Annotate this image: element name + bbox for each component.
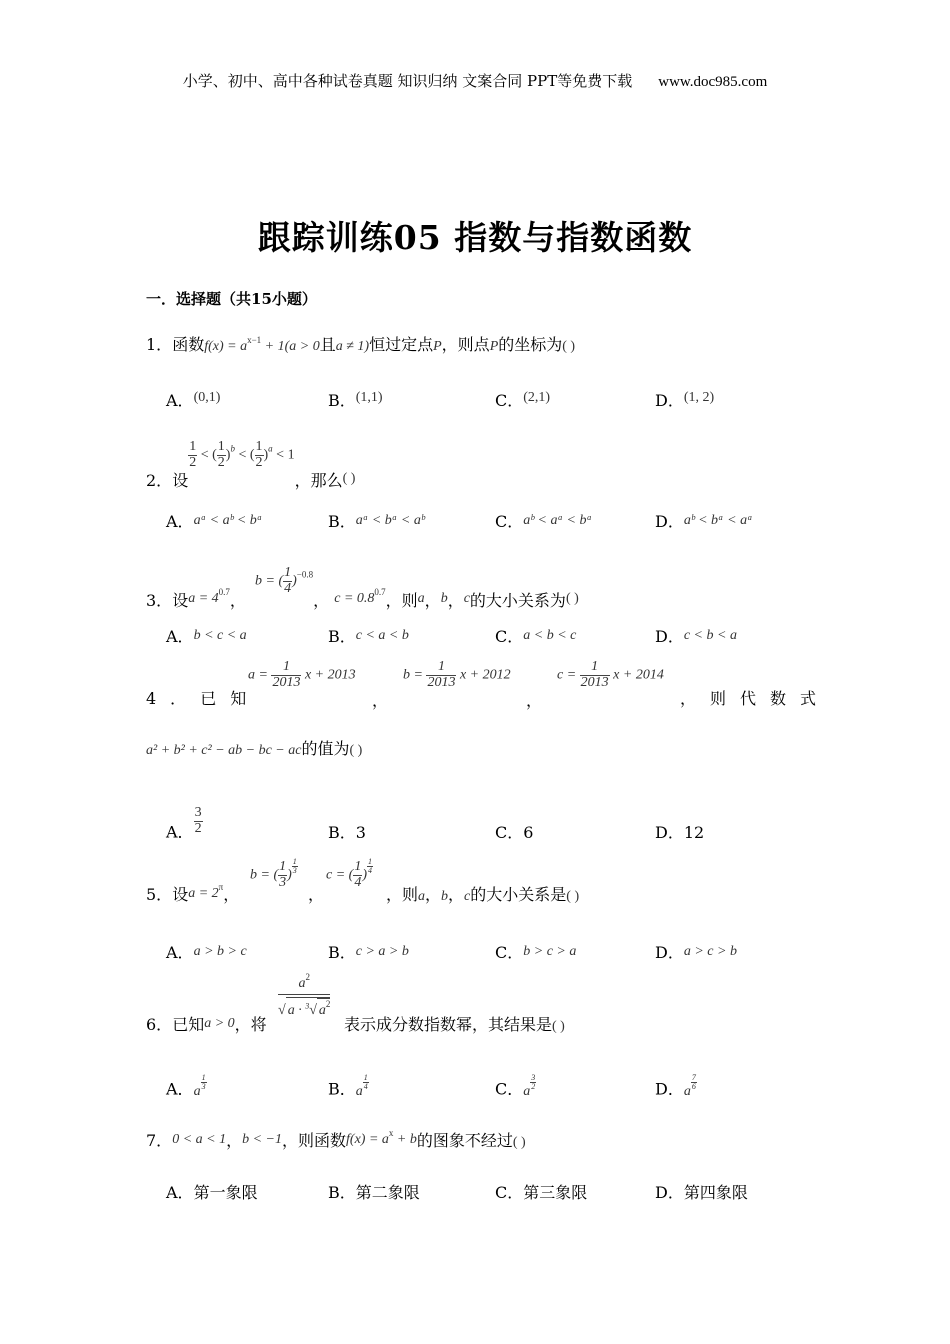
option-a[interactable]: A．a $^{\frac{1}{3}}$: [166, 1073, 206, 1099]
option-d[interactable]: D．a > c > b: [655, 943, 737, 962]
option-d[interactable]: D．c < b < a: [655, 627, 737, 646]
math-a: a = $\frac{1}{2013}$ x + 2013: [248, 659, 356, 690]
math-expression: $f(x) = a^{x-1} + 1(a > 0$: [204, 335, 320, 354]
option-d[interactable]: D．(1, 2): [655, 390, 715, 410]
math-expression: a ≠ 1): [335, 339, 370, 354]
question-6: 6．已知a > 0，将: [146, 1015, 267, 1034]
fraction-3-2: $\frac{3}{2}$: [194, 805, 202, 836]
math-c: c = ( $\frac{1}{4}$ ) $^{\frac{1}{4}}$: [326, 857, 372, 891]
option-b[interactable]: B．c < a < b: [328, 627, 409, 646]
option-d[interactable]: D．a $^{\frac{7}{6}}$: [655, 1073, 696, 1099]
option-b[interactable]: B．c > a > b: [328, 943, 409, 962]
question-3: 3．设$a = 4^{0.7}$， b = ( $\frac{1}{4}$ )$^{-0.8}$， $c = 0.8^{0.7}$，则a，b，c的大小关系为( ): [146, 565, 579, 611]
option-d[interactable]: D．第四象限: [655, 1183, 748, 1202]
option-b[interactable]: B．3: [328, 823, 366, 842]
question-number: 6．: [146, 1015, 173, 1034]
option-c[interactable]: C．a < b < c: [495, 627, 577, 646]
option-a[interactable]: A．a > b > c: [166, 943, 247, 962]
question-6-tail: 表示成分数指数幂，其结果是( ): [344, 1015, 565, 1034]
header-url[interactable]: www.doc985.com: [658, 74, 768, 90]
option-a[interactable]: A．(0,1): [166, 390, 221, 410]
answer-blank: ( ): [552, 1019, 565, 1034]
page-header: [0, 70, 950, 91]
option-a[interactable]: A． $\frac{3}{2}$: [166, 805, 202, 842]
question-number: 7．: [146, 1131, 173, 1150]
question-5: 5．设$a = 2^\pi$，: [146, 882, 240, 904]
question-number: 3．: [146, 591, 173, 611]
question-1: 1．函数$f(x) = a^{x-1} + 1(a > 0$且a ≠ 1)恒过定点P，则点P的坐标为( ): [146, 335, 576, 354]
option-c[interactable]: C．a $^{\frac{3}{2}}$: [495, 1073, 536, 1099]
option-c[interactable]: C．(2,1): [495, 390, 551, 410]
answer-blank: ( ): [342, 471, 356, 486]
question-text: 函数: [172, 335, 205, 354]
math-b: b = ( $\frac{1}{4}$ )$^{-0.8}$: [255, 565, 314, 596]
answer-blank: ( ): [349, 743, 363, 758]
option-d[interactable]: D．12: [655, 823, 705, 842]
section-heading: 一．选择题（共15小题）: [146, 290, 317, 308]
question-2: 2．设 $\frac{1}{2}$ < ( $\frac{1}{2}$ )$^b$ < ( $\frac{1}{2}$ )$^a$ < 1，那么( ): [146, 439, 356, 490]
answer-blank: ( ): [562, 339, 576, 354]
math-expression: a² + b² + c² − ab − bc − ac: [146, 743, 302, 758]
answer-blank: ( ): [512, 1135, 526, 1150]
answer-blank: ( ): [565, 591, 579, 607]
option-a[interactable]: A．aᵃ < aᵇ < bᵃ: [166, 512, 263, 531]
math-b: b = $\frac{1}{2013}$ x + 2012: [403, 659, 511, 690]
question-5-tail: ，则a，b，c的大小关系是( ): [386, 885, 580, 904]
answer-blank: ( ): [566, 889, 580, 904]
option-b[interactable]: B．a $^{\frac{1}{4}}$: [328, 1073, 368, 1099]
option-c[interactable]: C．第三象限: [495, 1183, 588, 1202]
question-number: 5．: [146, 885, 173, 904]
option-c[interactable]: C．aᵇ < aᵃ < bᵃ: [495, 512, 593, 531]
question-4-expr: a² + b² + c² − ab − bc − ac的值为( ): [146, 739, 363, 758]
math-a: $a = 4^{0.7}$: [188, 587, 230, 607]
page-title: 跟踪训练05 指数与指数函数: [257, 218, 693, 257]
math-c: c = $\frac{1}{2013}$ x + 2014: [557, 659, 664, 690]
question-4-label: 4．已知: [146, 689, 261, 708]
option-b[interactable]: B．aᵃ < bᵃ < aᵇ: [328, 512, 425, 531]
option-c[interactable]: C．b > c > a: [495, 943, 577, 962]
question-number: 2．: [146, 471, 173, 490]
question-7: 7．0 < a < 1，b < −1，则函数$f(x) = a^x + b$的图象不经过( ): [146, 1128, 526, 1150]
math-radical-fraction: $a^2$ √ a · $^3$√ $a^2$: [278, 972, 331, 1018]
option-b[interactable]: B．第二象限: [328, 1183, 420, 1202]
header-text: 小学、初中、高中各种试卷真题 知识归纳 文案合同 PPT等免费下载: [182, 72, 633, 90]
option-a[interactable]: A．b < c < a: [166, 627, 247, 646]
math-c: $c = 0.8^{0.7}$: [334, 587, 386, 607]
question-4-text: ，则代数式: [680, 689, 831, 708]
option-a[interactable]: A．第一象限: [166, 1183, 258, 1202]
option-c[interactable]: C．6: [495, 823, 534, 842]
option-d[interactable]: D．aᵇ < bᵃ < aᵃ: [655, 512, 753, 531]
question-number: 1．: [146, 335, 173, 354]
math-b: b = ( $\frac{1}{3}$ ) $^{\frac{1}{3}}$: [250, 857, 297, 891]
option-b[interactable]: B．(1,1): [328, 390, 383, 410]
math-inequality: $\frac{1}{2}$ < ( $\frac{1}{2}$ )$^b$ < ( $\frac{1}{2}$ )$^a$ < 1: [189, 439, 295, 470]
